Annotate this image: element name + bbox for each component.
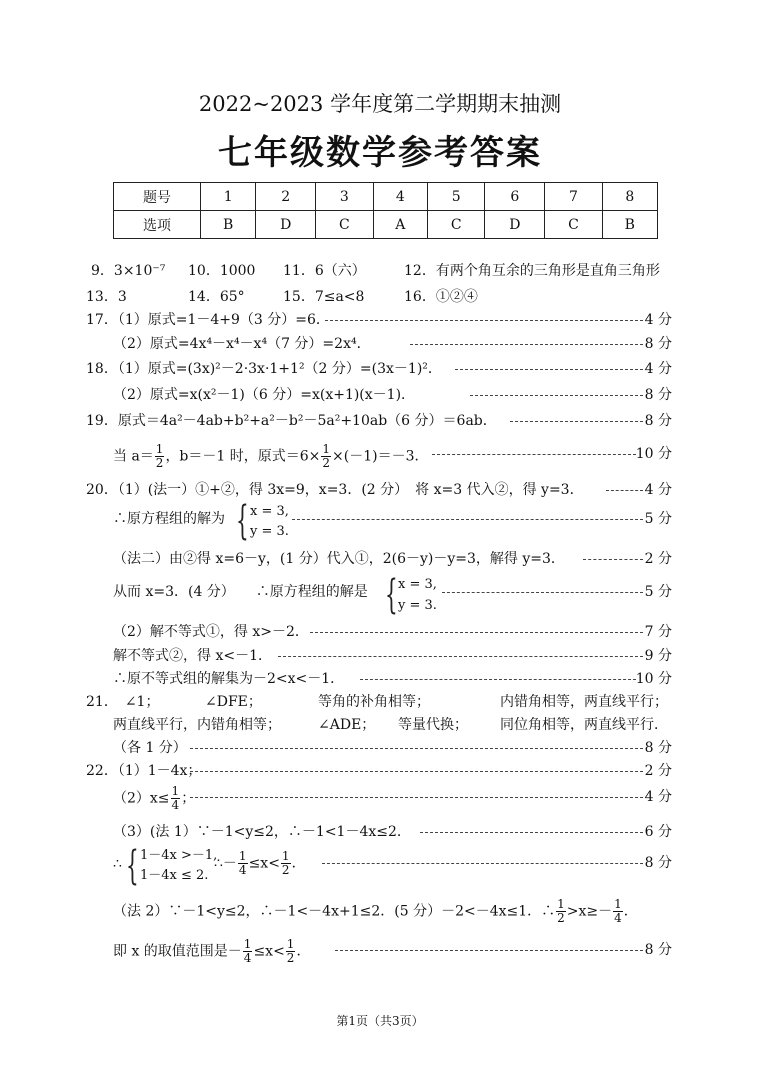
text-segment: >x≥－ xyxy=(566,903,613,920)
denominator: 4 xyxy=(238,863,247,877)
table-cell: C xyxy=(428,211,485,239)
denominator: 2 xyxy=(557,911,565,925)
numerator: 1 xyxy=(614,897,622,911)
fraction xyxy=(238,850,248,877)
denominator: 2 xyxy=(281,863,290,877)
solution-q20-6: 解不等式②，得 x<－1． xyxy=(113,648,272,664)
score-label: 5 分 xyxy=(644,584,672,600)
score-label: 8 分 xyxy=(644,336,672,352)
table-cell: 1 xyxy=(201,183,256,211)
score-label: 9 分 xyxy=(644,648,672,664)
leader-line xyxy=(335,950,643,951)
leader-line xyxy=(442,592,643,593)
table-cell: 题号 xyxy=(114,183,201,211)
leader-line xyxy=(292,519,643,520)
answer-q13: 13．3 xyxy=(86,289,127,305)
solution-q21-c: 等角的补角相等； xyxy=(318,694,430,710)
leader-line xyxy=(278,656,643,657)
table-cell: 6 xyxy=(485,183,545,211)
table-cell: 3 xyxy=(316,183,373,211)
solution-q22-4a: ∴ xyxy=(113,856,122,872)
solution-q21-g: 等量代换； xyxy=(398,717,468,733)
score-label: 10 分 xyxy=(635,671,672,687)
text-segment: ． xyxy=(623,903,638,920)
fraction xyxy=(171,785,181,812)
score-label: 2 分 xyxy=(644,551,672,567)
score-label: 8 分 xyxy=(644,740,672,756)
solution-q22-5 xyxy=(113,898,638,925)
brace-icon: { xyxy=(126,843,139,889)
table-row xyxy=(114,183,658,211)
leader-line xyxy=(190,771,643,772)
text-segment: 当 a＝ xyxy=(113,448,154,465)
table-cell: C xyxy=(545,211,602,239)
numerator: 1 xyxy=(557,897,565,911)
table-cell: D xyxy=(485,211,545,239)
solution-q18-1: 18．（1）原式=(3x)²－2·3x·1+1²（2 分）=(3x－1)²． xyxy=(86,361,442,377)
score-label: 6 分 xyxy=(644,824,672,840)
text-segment: ． xyxy=(296,943,311,960)
leader-line xyxy=(455,369,643,370)
solution-q20-3: （法二）由②得 x=6－y，(1 分）代入①，2(6－y)－y=3，解得 y=3． xyxy=(113,551,565,567)
system-eq-y: y = 3. xyxy=(398,598,437,613)
leader-line xyxy=(432,454,636,455)
fraction xyxy=(556,898,566,925)
numerator: 1 xyxy=(286,937,295,951)
answer-q10: 10．1000 xyxy=(188,263,256,279)
fraction xyxy=(243,938,253,965)
denominator: 2 xyxy=(286,951,295,965)
table-cell: 5 xyxy=(428,183,485,211)
text-segment: ≤x< xyxy=(248,855,280,872)
score-label: 7 分 xyxy=(644,624,672,640)
leader-line xyxy=(190,748,643,749)
solution-q21-b: ∠DFE； xyxy=(205,694,262,710)
fraction xyxy=(281,850,291,877)
numerator: 1 xyxy=(281,849,290,863)
solution-q19-1: 19．原式＝4a²－4ab+b²+a²－b²－5a²+10ab（6 分）＝6ab． xyxy=(86,413,497,429)
fraction xyxy=(155,443,165,470)
answer-q15: 15．7≤a<8 xyxy=(283,289,365,305)
table-cell: 7 xyxy=(545,183,602,211)
table-cell: B xyxy=(602,211,657,239)
score-label: 8 分 xyxy=(644,387,672,403)
leader-line xyxy=(470,395,643,396)
solution-q22-1: 22．（1）1－4x； xyxy=(86,763,202,779)
table-cell: 4 xyxy=(373,183,427,211)
solution-q21-d: 内错角相等，两直线平行； xyxy=(500,694,668,710)
solution-q20-2: ∴原方程组的解为 xyxy=(113,511,225,527)
text-segment: ； xyxy=(181,790,196,807)
solution-q20-7: ∴原不等式组的解集为－2<x<－1． xyxy=(113,671,345,687)
system-ineq-2: 1－4x ≤ 2. xyxy=(140,868,209,883)
table-cell: A xyxy=(373,211,427,239)
answer-q16: 16．①②④ xyxy=(404,289,478,305)
table-cell: B xyxy=(201,211,256,239)
denominator: 2 xyxy=(322,456,331,470)
text-segment: （法 2）∵－1<y≤2，∴－1<－4x+1≤2．(5 分）－2<－4x≤1．∴ xyxy=(113,903,556,920)
score-label: 8 分 xyxy=(644,413,672,429)
solution-q20-5: （2）解不等式①，得 x>－2． xyxy=(113,624,309,640)
solution-q22-2 xyxy=(113,785,195,812)
table-cell: C xyxy=(316,211,373,239)
text-segment: ∴－ xyxy=(214,855,237,872)
score-label: 4 分 xyxy=(644,312,672,328)
answer-q12: 12．有两个角互余的三角形是直角三角形 xyxy=(404,263,660,279)
page-footer: 第1页（共3页） xyxy=(336,1014,424,1028)
score-label: 2 分 xyxy=(644,763,672,779)
score-label: 8 分 xyxy=(644,942,672,958)
system-eq-y: y = 3. xyxy=(250,524,289,539)
title-line-1: 2022~2023 学年度第二学期期末抽测 xyxy=(198,92,562,116)
leader-line xyxy=(310,632,643,633)
text-segment: ，b＝－1 时，原式＝6× xyxy=(165,448,321,465)
table-cell: 2 xyxy=(256,183,316,211)
answer-q14: 14．65° xyxy=(188,289,245,305)
denominator: 2 xyxy=(155,456,164,470)
solution-q22-4b xyxy=(214,850,306,877)
solution-q20-1: 20．（1）(法一）①+②，得 3x=9，x=3．(2 分） 将 x=3 代入②，得 y=3． xyxy=(86,482,584,498)
fraction xyxy=(613,898,623,925)
brace-icon: { xyxy=(236,498,249,544)
brace-icon: { xyxy=(385,572,398,618)
text-segment: （2）x≤ xyxy=(113,790,170,807)
denominator: 4 xyxy=(614,911,622,925)
answer-q11: 11．6（六） xyxy=(283,263,366,279)
table-cell: 8 xyxy=(602,183,657,211)
score-label: 4 分 xyxy=(644,482,672,498)
leader-line xyxy=(420,832,643,833)
leader-line xyxy=(322,863,643,864)
numerator: 1 xyxy=(238,849,247,863)
answer-q9: 9．3×10⁻⁷ xyxy=(91,263,166,279)
text-segment: 即 x 的取值范围是－ xyxy=(113,943,242,960)
title-line-2: 七年级数学参考答案 xyxy=(218,133,542,173)
solution-q21-a: 21． ∠1； xyxy=(86,694,160,710)
leader-line xyxy=(510,421,643,422)
leader-line xyxy=(606,490,643,491)
score-label: 8 分 xyxy=(644,855,672,871)
solution-q22-3: （3）(法 1）∵－1<y≤2，∴－1<1－4x≤2． xyxy=(113,824,411,840)
system-eq-x: x = 3, xyxy=(398,577,437,592)
score-label: 5 分 xyxy=(644,511,672,527)
score-label: 10 分 xyxy=(635,446,672,462)
solution-q22-6 xyxy=(113,938,310,965)
solution-q21-note: （各 1 分） xyxy=(113,740,187,756)
solution-q18-2: （2）原式=x(x²－1)（6 分）=x(x+1)(x－1)． xyxy=(113,387,416,403)
solution-q21-f: ∠ADE； xyxy=(318,717,376,733)
leader-line xyxy=(325,320,643,321)
table-cell: D xyxy=(256,211,316,239)
denominator: 4 xyxy=(171,798,180,812)
score-label: 4 分 xyxy=(644,361,672,377)
solution-q21-e: 两直线平行，内错角相等； xyxy=(113,717,281,733)
solution-q21-h: 同位角相等，两直线平行． xyxy=(500,717,668,733)
fraction xyxy=(286,938,296,965)
leader-line xyxy=(360,679,636,680)
denominator: 4 xyxy=(243,951,252,965)
numerator: 1 xyxy=(171,784,180,798)
score-label: 4 分 xyxy=(644,789,672,805)
system-eq-x: x = 3, xyxy=(250,504,289,519)
numerator: 1 xyxy=(322,442,331,456)
numerator: 1 xyxy=(155,442,164,456)
leader-line xyxy=(583,559,643,560)
leader-line xyxy=(190,797,643,798)
text-segment: ×(－1)＝－3． xyxy=(332,448,429,465)
fraction xyxy=(321,443,331,470)
table-row xyxy=(114,211,658,239)
text-segment: ≤x< xyxy=(253,943,285,960)
answer-table xyxy=(113,182,658,239)
leader-line xyxy=(410,344,643,345)
system-ineq-1: 1－4x >－1, xyxy=(140,848,218,863)
solution-q17-1: 17．（1）原式=1－4+9（3 分）=6． xyxy=(86,312,330,328)
numerator: 1 xyxy=(243,937,252,951)
table-cell: 选项 xyxy=(114,211,201,239)
solution-q17-2: （2）原式=4x⁴－x⁴－x⁴（7 分）=2x⁴． xyxy=(113,336,371,352)
text-segment: ． xyxy=(291,855,306,872)
solution-q19-2 xyxy=(113,443,429,470)
solution-q20-4: 从而 x=3．(4 分） ∴原方程组的解是 xyxy=(113,584,368,600)
